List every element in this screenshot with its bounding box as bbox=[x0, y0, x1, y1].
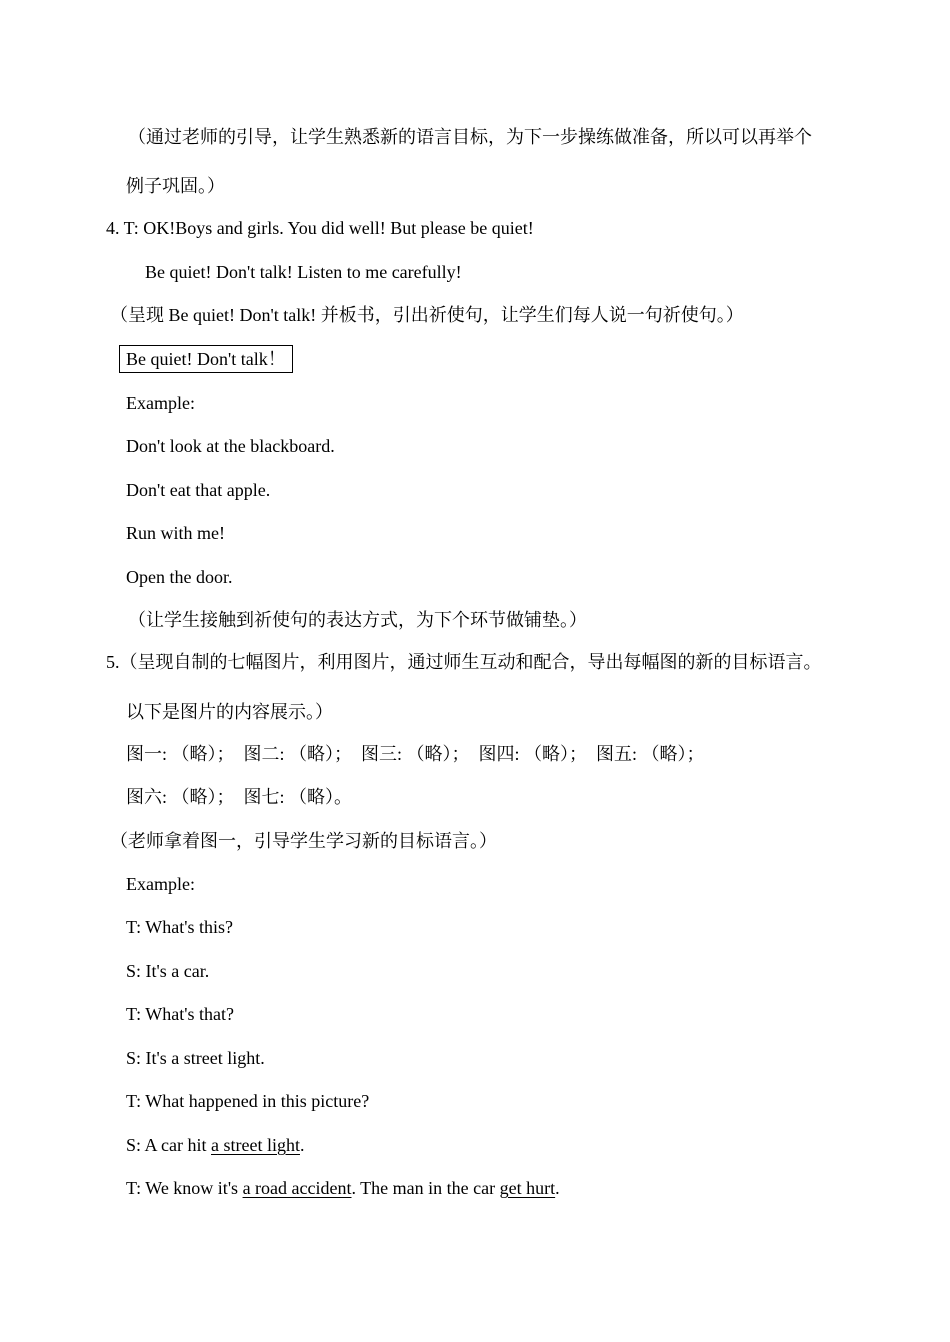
note-paragraph-4: （老师拿着图一，引导学生学习新的目标语言。） bbox=[110, 831, 497, 851]
underlined-phrase-get-hurt: get hurt bbox=[499, 1178, 556, 1198]
example-label-1: Example: bbox=[126, 393, 195, 413]
example-sentence-1: Don't look at the blackboard. bbox=[126, 436, 335, 456]
note-paragraph-3: （让学生接触到祈使句的表达方式，为下个环节做铺垫。） bbox=[128, 610, 587, 630]
dialogue-line-7-end: . bbox=[555, 1178, 560, 1198]
picture-list-2: 图六: （略）； 图七: （略）。 bbox=[126, 787, 353, 807]
dialogue-line-3: T: What's that? bbox=[126, 1004, 234, 1024]
note-paragraph-2: （呈现 Be quiet! Don't talk! 并板书，引出祈使句，让学生们每人说一句祈使句。） bbox=[110, 305, 744, 325]
dialogue-line-7-text: T: We know it's bbox=[126, 1178, 243, 1198]
dialogue-line-6-end: . bbox=[299, 1135, 305, 1155]
dialogue-line-2: S: It's a car. bbox=[126, 961, 210, 981]
example-sentence-4: Open the door. bbox=[126, 567, 233, 587]
example-sentence-3: Run with me! bbox=[126, 523, 225, 543]
note-paragraph-1-cont: 例子巩固。） bbox=[126, 176, 225, 196]
dialogue-line-7-mid: . The man in the car bbox=[351, 1178, 500, 1198]
example-label-2: Example: bbox=[126, 874, 195, 894]
dialogue-line-4: S: It's a street light. bbox=[126, 1048, 265, 1068]
step-5-heading: 5.（呈现自制的七幅图片，利用图片，通过师生互动和配合，导出每幅图的新的目标语言。 bbox=[106, 652, 822, 672]
step-5-heading-cont: 以下是图片的内容展示。） bbox=[126, 702, 333, 722]
boxed-board-text: Be quiet! Don't talk！ bbox=[119, 345, 293, 373]
underlined-phrase-road-accident: a road accident bbox=[242, 1178, 352, 1198]
dialogue-line-6-text: S: A car hit bbox=[126, 1135, 211, 1155]
dialogue-line-6 bbox=[126, 1133, 304, 1157]
example-sentence-2: Don't eat that apple. bbox=[126, 480, 271, 500]
note-paragraph-1: （通过老师的引导，让学生熟悉新的语言目标，为下一步操练做准备，所以可以再举个 bbox=[128, 127, 812, 147]
dialogue-line-5: T: What happened in this picture? bbox=[126, 1091, 370, 1111]
picture-list-1: 图一: （略）； 图二: （略）； 图三: （略）； 图四: （略）； 图五: （略）； bbox=[126, 744, 705, 764]
dialogue-line-7 bbox=[126, 1176, 560, 1200]
dialogue-line-1: T: What's this? bbox=[126, 917, 233, 937]
underlined-phrase-street-light: a street light bbox=[211, 1135, 300, 1155]
step-4-line: Be quiet! Don't talk! Listen to me carefully! bbox=[145, 262, 462, 282]
step-4-heading: 4. T: OK!Boys and girls. You did well! But please be quiet! bbox=[106, 218, 534, 238]
